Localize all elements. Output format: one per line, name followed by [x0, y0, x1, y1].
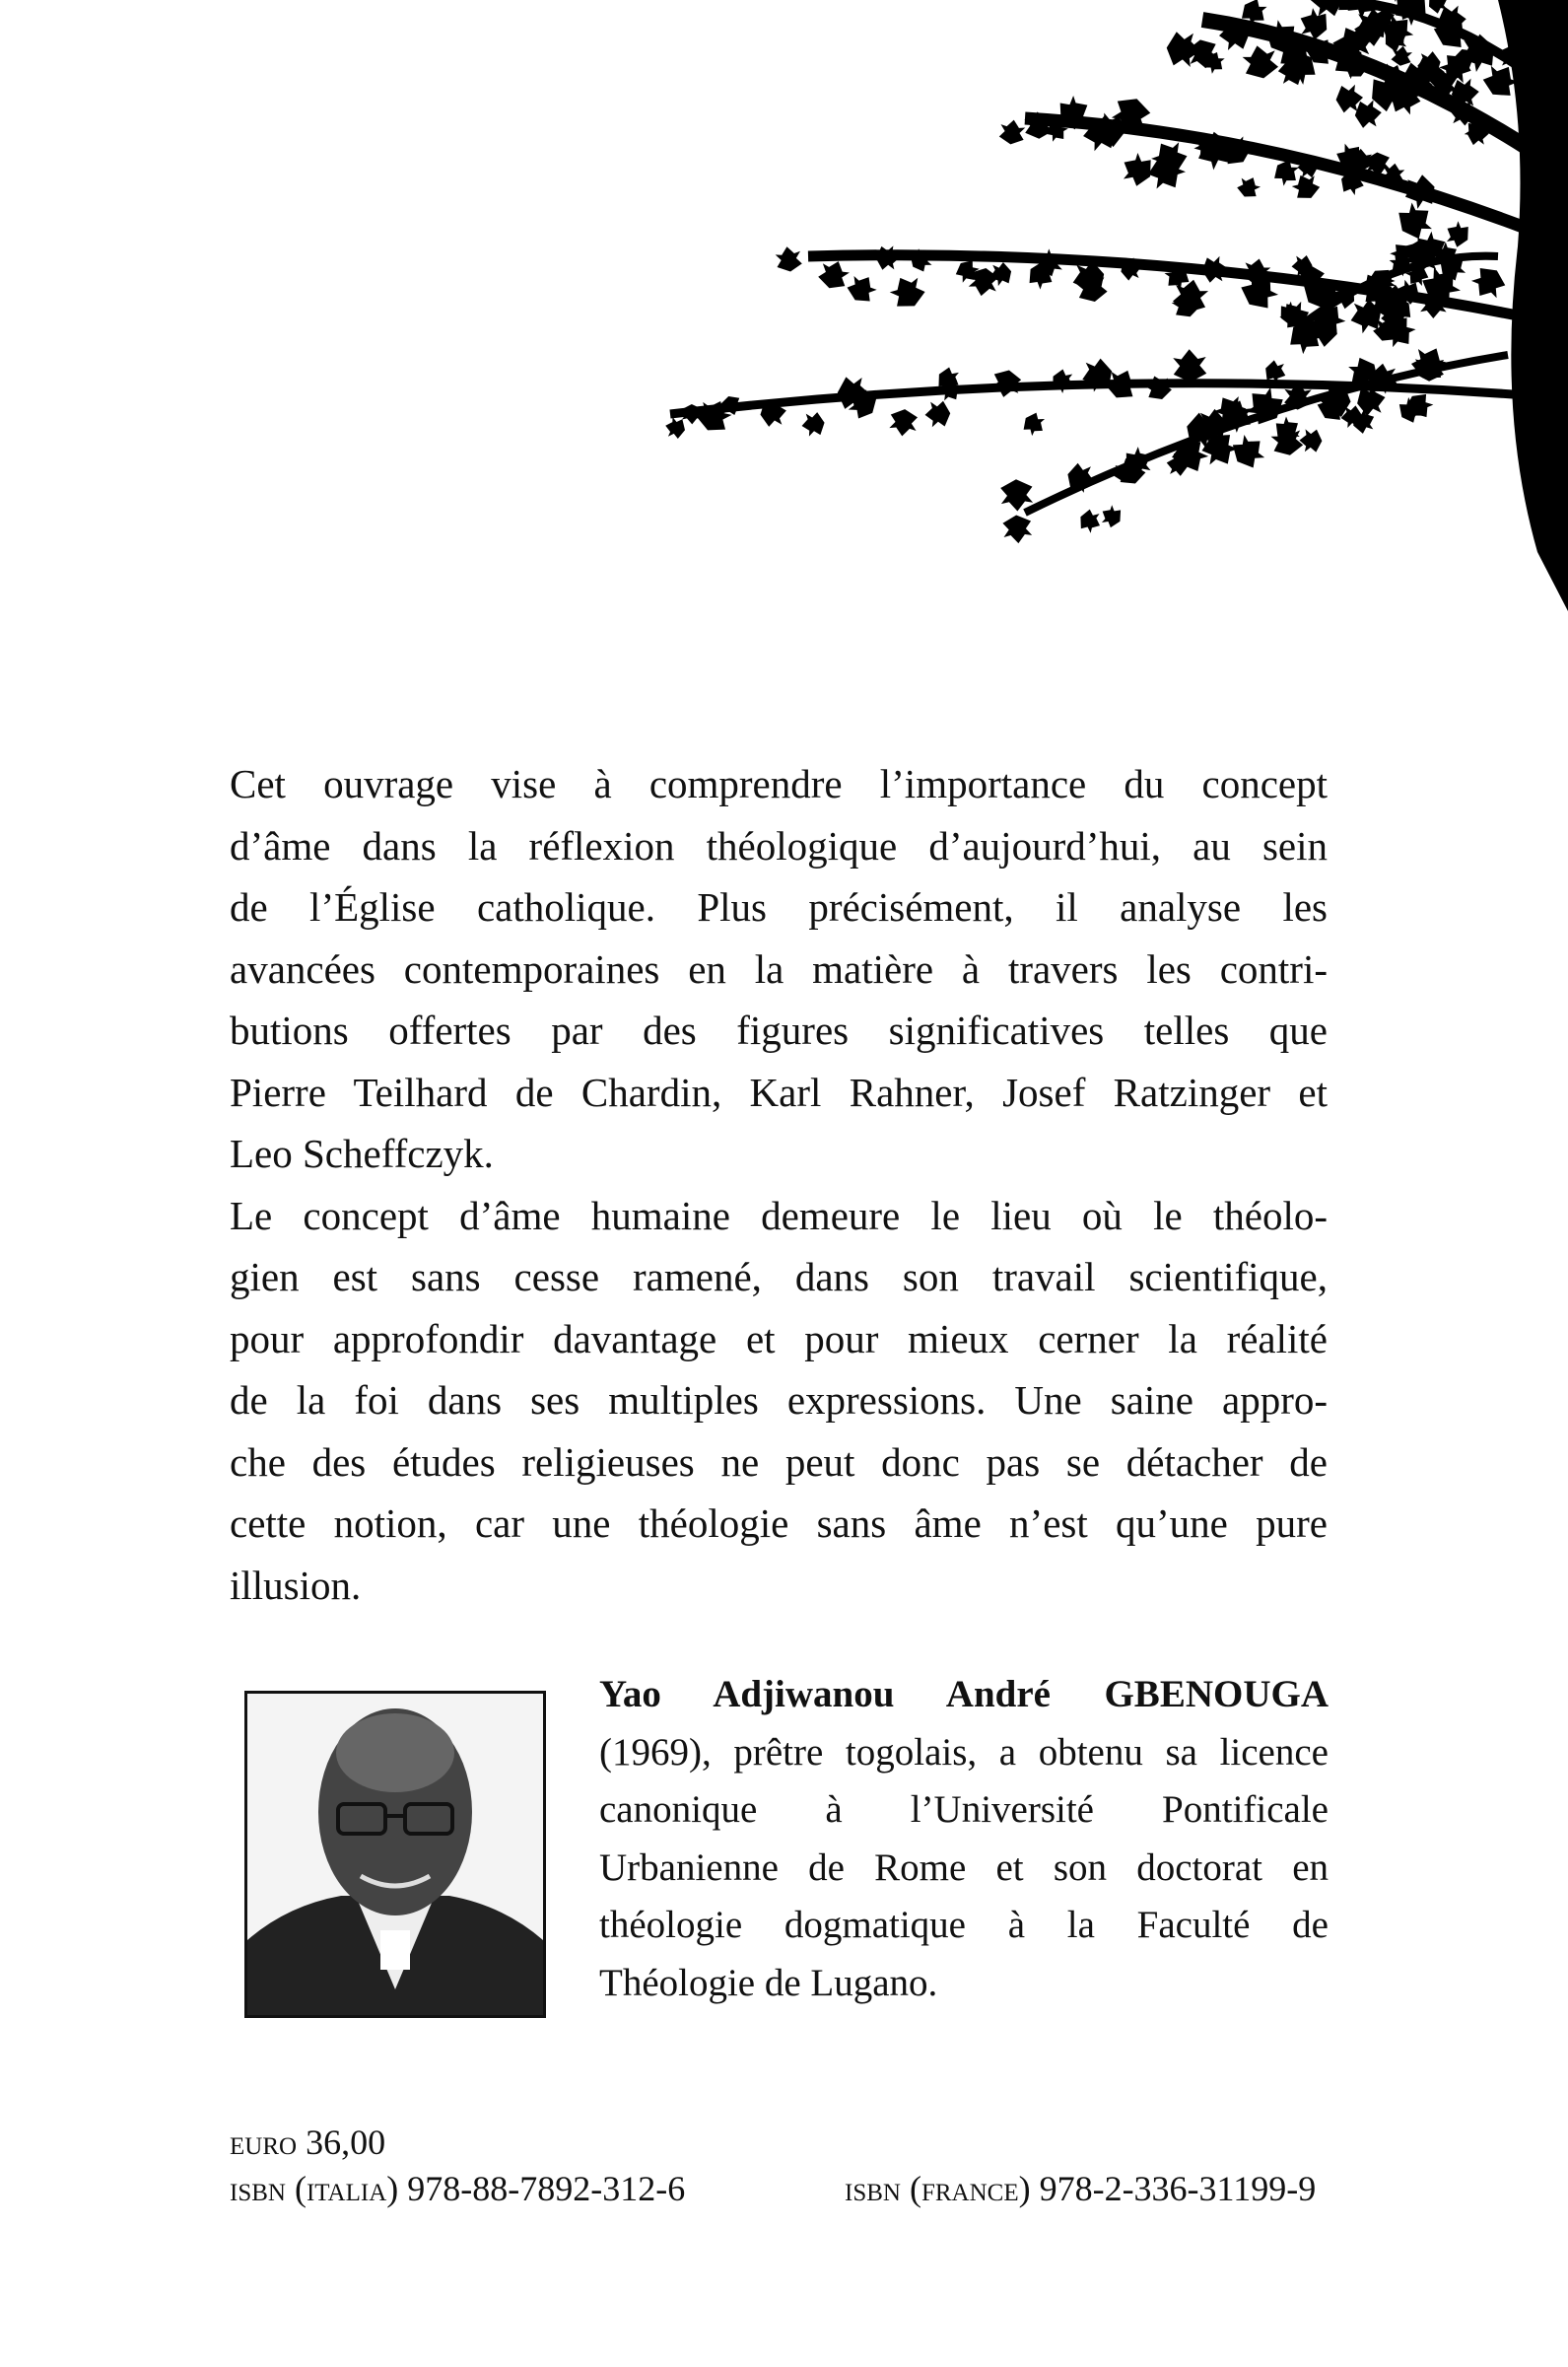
isbn-label: isbn — [230, 2169, 286, 2208]
text-line: avancées contemporaines en la matière à travers les contri- — [230, 945, 1328, 992]
tree-illustration — [611, 0, 1568, 611]
isbn-france — [845, 2166, 1316, 2212]
author-photo — [244, 1691, 546, 2018]
isbn-france-label: (france) — [909, 2169, 1031, 2208]
tree-leaf — [998, 118, 1026, 146]
tree-leaf — [1299, 429, 1323, 453]
text-line: de la foi dans ses multiples expressions. Une saine appro- — [230, 1377, 1328, 1423]
bio-line: théologie dogmatique à la Faculté de — [599, 1904, 1329, 1946]
tree-leaf — [1098, 503, 1125, 530]
tree-leaf — [886, 271, 928, 313]
price-label: euro — [230, 2123, 298, 2162]
description-paragraph-2 — [230, 1185, 1328, 1617]
tree-leaf — [924, 400, 951, 427]
tree-leaf — [1235, 174, 1262, 201]
tree-leaf — [1019, 409, 1049, 439]
isbn-italia-value: 978-88-7892-312-6 — [407, 2169, 686, 2208]
tree-leaf — [1227, 430, 1270, 473]
price — [230, 2120, 685, 2166]
text-line: gien est sans cesse ramené, dans son travail scientifique, — [230, 1254, 1328, 1299]
text-line: cette notion, car une théologie sans âme n’est qu’une pure — [230, 1500, 1328, 1546]
isbn-france-value: 978-2-336-31199-9 — [1039, 2169, 1317, 2208]
author-name: Yao Adjiwanou André GBENOUGA — [599, 1673, 1329, 1715]
tree-leaf — [816, 256, 852, 292]
description-paragraph-1 — [230, 753, 1328, 1185]
isbn-label: isbn — [845, 2169, 901, 2208]
text-line: butions offertes par des figures significatives telles que — [230, 1008, 1328, 1053]
tree-leaf — [800, 411, 826, 437]
bio-line: Urbanienne de Rome et son doctorat en — [599, 1845, 1329, 1889]
isbn-italia — [230, 2166, 685, 2212]
tree-leaf — [663, 416, 687, 440]
text-line: Leo Scheffczyk. — [230, 1131, 494, 1176]
text-line: de l’Église catholique. Plus précisément, il analyse les — [230, 884, 1328, 930]
tree-leaf — [875, 245, 900, 270]
text-line: Pierre Teilhard de Chardin, Karl Rahner, Josef Ratzinger et — [230, 1069, 1328, 1115]
author-bio — [599, 1666, 1329, 2012]
text-line: d’âme dans la réflexion théologique d’aujourd’hui, au sein — [230, 822, 1328, 869]
bio-line: Théologie de Lugano. — [599, 1961, 938, 2004]
bio-line: (1969), prêtre togolais, a obtenu sa licence — [599, 1730, 1329, 1774]
text-line: Cet ouvrage vise à comprendre l’importance du concept — [230, 761, 1328, 806]
text-line: pour approfondir davantage et pour mieux cerner la réalité — [230, 1315, 1328, 1361]
tree-leaf — [1173, 349, 1207, 383]
isbn-italia-label: (italia) — [294, 2169, 399, 2208]
tree-leaf — [1002, 514, 1033, 544]
tree-leaf — [1076, 507, 1105, 535]
tree-leaf — [889, 408, 919, 438]
description-text — [230, 753, 1328, 1616]
tree-leaf — [844, 270, 880, 307]
tree-leaf — [1200, 255, 1228, 283]
price-and-isbn — [230, 2120, 685, 2212]
author-portrait-icon — [247, 1694, 543, 2015]
text-line: Le concept d’âme humaine demeure le lieu où le théolo- — [230, 1192, 1328, 1238]
tree-leaf — [1165, 31, 1201, 67]
price-value: 36,00 — [306, 2123, 386, 2162]
tree-leaf — [1467, 262, 1510, 305]
tree-leaf — [775, 244, 803, 273]
text-line: illusion. — [230, 1562, 362, 1608]
bio-line: canonique à l’Université Pontificale — [599, 1788, 1329, 1831]
text-line: che des études religieuses ne peut donc pas se détacher de — [230, 1438, 1328, 1485]
